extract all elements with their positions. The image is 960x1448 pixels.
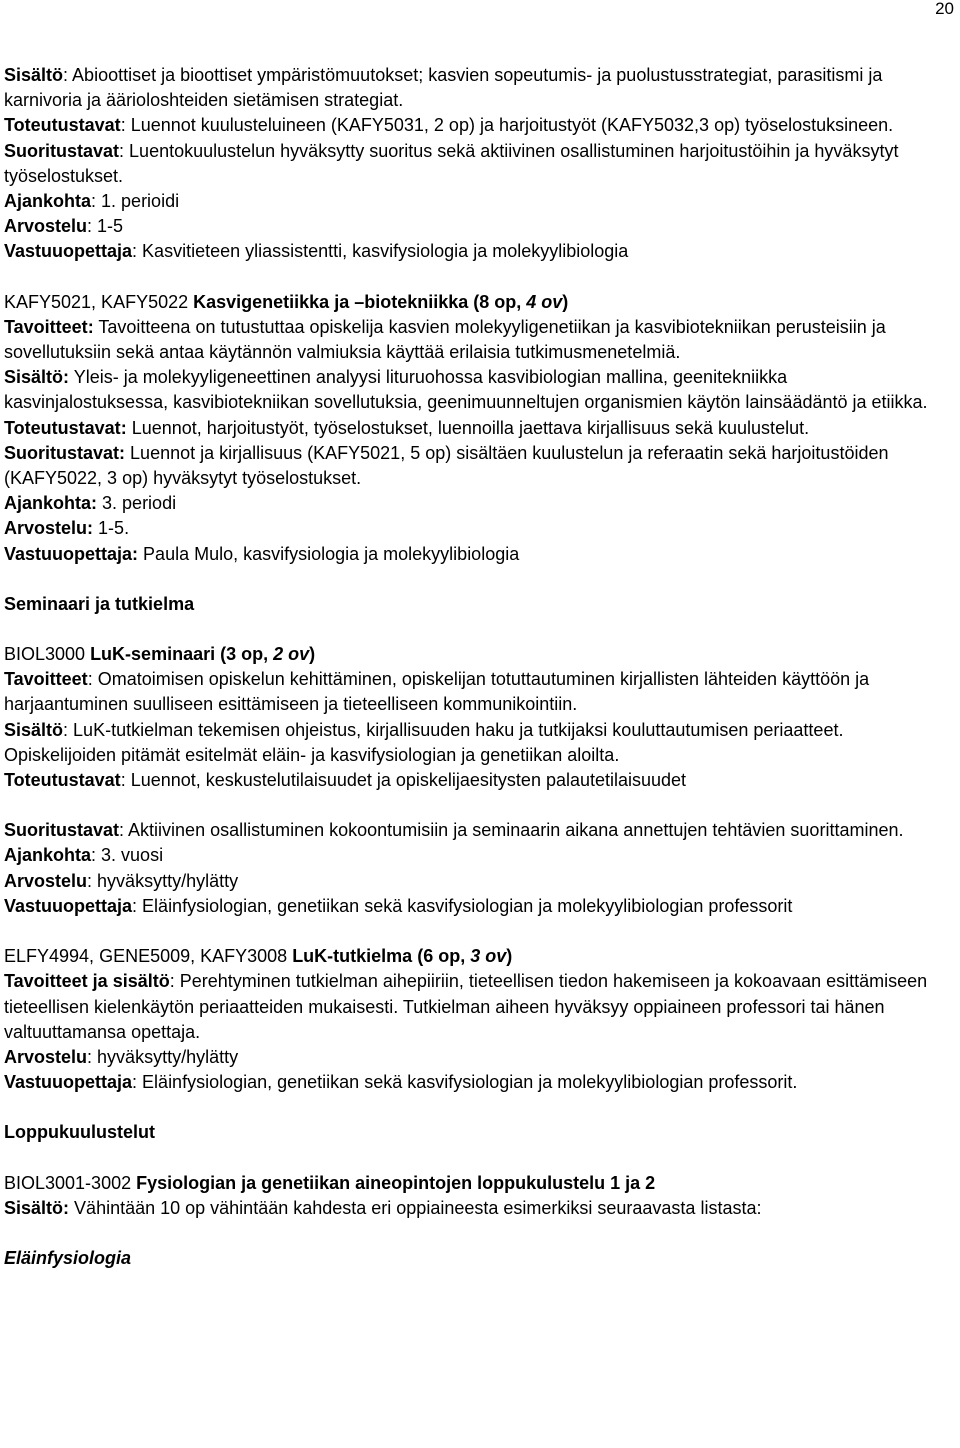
field-suoritustavat: Suoritustavat: Luentokuulustelun hyväksytty suoritus sekä aktiivinen osallistuminen harjoitustöihin ja hyväksytyt työselostukset. (4, 140, 899, 186)
field-toteutustavat: Toteutustavat: Luennot kuulusteluineen (KAFY5031, 2 op) ja harjoitustyöt (KAFY5032,3 op) työselostuksineen. (4, 115, 894, 136)
field-sisalto: Sisältö: Abioottiset ja bioottiset ympäristömuutokset; kasvien sopeutumis- ja puolustusstrategiat, parasitismi ja karnivoria ja äärioloshteiden sietämisen strategiat. (4, 65, 883, 111)
field-label: Arvostelu (4, 216, 88, 237)
field-label: Ajankohta (4, 191, 92, 212)
field-label: Tavoitteet (4, 669, 88, 690)
section-heading-text: Loppukuulustelut (4, 1122, 155, 1143)
field-label: Ajankohta (4, 493, 92, 514)
field-value: Luennot kuulusteluineen (KAFY5031, 2 op) ja harjoitustyöt (KAFY5032,3 op) työselostuksineen. (130, 115, 894, 136)
course-codes: ELFY4994, GENE5009, KAFY3008 (4, 946, 293, 967)
field-ajankohta: Ajankohta: 3. vuosi (4, 845, 164, 866)
field-tavoitteet: Tavoitteet: Omatoimisen opiskelun kehittäminen, opiskelijan totuttautuminen kirjallisten lähteiden käyttöön ja harjaantuminen suulliseen esittämiseen ja tieteelliseen kommunikointiin. (4, 669, 870, 715)
field-value: 1-5. (98, 518, 130, 539)
field-label: Vastuuopettaja (4, 895, 133, 916)
field-label: Arvostelu (4, 870, 88, 891)
field-vastuuopettaja: Vastuuopettaja: Paula Mulo, kasvifysiologia ja molekyylibiologia (4, 543, 520, 564)
field-vastuuopettaja: Vastuuopettaja: Eläinfysiologian, genetiikan sekä kasvifysiologian ja molekyylibiologian professorit. (4, 1072, 798, 1093)
field-arvostelu: Arvostelu: hyväksytty/hylätty (4, 1046, 239, 1067)
field-label: Toteutustavat (4, 115, 121, 136)
course-title: Fysiologian ja genetiikan aineopintojen loppukulustelu 1 ja 2 (136, 1172, 656, 1193)
course-title-text: LuK-seminaari (3 op, (90, 644, 274, 665)
field-toteutustavat: Toteutustavat: Luennot, harjoitustyöt, työselostukset, luennoilla jaettava kirjallisuus sekä kuulustelut. (4, 417, 810, 438)
field-label: Toteutustavat (4, 770, 121, 791)
course-title-text: Kasvigenetiikka ja –biotekniikka (8 op, (193, 291, 527, 312)
field-tavoitteet: Tavoitteet: Tavoitteena on tutustuttaa opiskelija kasvien molekyyligenetiikan ja kasvibiotekniikan perusteisiin ja sovellutuksiin sekä antaa käytännön valmiuksia käyttää erilaisia tutkimusmenetelmiä. (4, 316, 886, 363)
field-ajankohta: Ajankohta: 1. perioidi (4, 191, 180, 212)
field-toteutustavat: Toteutustavat: Luennot, keskustelutilaisuudet ja opiskelijaesitysten palautetilaisuudet (4, 770, 687, 791)
field-value: Perehtyminen tutkielman aihepiiriin, tieteellisen tiedon hakemiseen ja kokoavaan esittämiseen tieteellisen kielenkäytön periaatteiden mukaisesti. Tutkielman aiheen hyväksyy oppiaineen professori tai hänen valtuuttamansa opettaja. (4, 971, 928, 1042)
course-title-close: ) (309, 644, 316, 665)
field-label: Ajankohta (4, 845, 92, 866)
subsection-heading (4, 1246, 956, 1271)
field-value: Luentokuulustelun hyväksytty suoritus sekä aktiivinen osallistuminen harjoitustöihin ja hyväksytyt työselostukset. (4, 140, 899, 186)
field-value: LuK-tutkielman tekemisen ohjeistus, kirjallisuuden haku ja tutkijaksi kouluttautumisen periaatteet. Opiskelijoiden pitämät esitelmät eläin- ja kasvifysiologian ja genetiikan aloilta. (4, 719, 844, 765)
field-value: Vähintään 10 op vähintään kahdesta eri oppiaineesta esimerkiksi seuraavasta listasta: (74, 1197, 762, 1218)
field-arvostelu: Arvostelu: 1-5. (4, 518, 130, 539)
course-title-close: ) (562, 291, 569, 312)
field-label: Vastuuopettaja (4, 241, 133, 262)
field-value: Paula Mulo, kasvifysiologia ja molekyylibiologia (143, 543, 520, 564)
field-label: Sisältö (4, 1197, 64, 1218)
course-heading (4, 1171, 956, 1196)
field-sisalto: Sisältö: LuK-tutkielman tekemisen ohjeistus, kirjallisuuden haku ja tutkijaksi kouluttautumisen periaatteet. Opiskelijoiden pitämät esitelmät eläin- ja kasvifysiologian ja genetiikan aloilta. (4, 719, 844, 765)
field-value: 3. periodi (102, 493, 177, 514)
field-tavoitteet-ja-sisalto: Tavoitteet ja sisältö: Perehtyminen tutkielman aihepiiriin, tieteellisen tiedon hakemiseen ja kokoavaan esittämiseen tieteellisen kielenkäytön periaatteiden mukaisesti. Tutkielman aiheen hyväksyy oppiaineen professori tai hänen valtuuttamansa opettaja. (4, 971, 928, 1042)
field-vastuuopettaja: Vastuuopettaja: Kasvitieteen yliassistentti, kasvifysiologia ja molekyylibiologia (4, 241, 629, 262)
field-value: hyväksytty/hylätty (97, 870, 239, 891)
field-label: Tavoitteet ja sisältö (4, 971, 170, 992)
course-codes: BIOL3001-3002 (4, 1172, 137, 1193)
field-suoritustavat: Suoritustavat: Aktiivinen osallistuminen kokoontumisiin ja seminaarin aikana annettujen tehtävien suorittaminen. (4, 820, 904, 841)
field-label: Suoritustavat (4, 442, 120, 463)
course-heading (4, 290, 956, 315)
field-value: Aktiivinen osallistuminen kokoontumisiin ja seminaarin aikana annettujen tehtävien suorittaminen. (128, 820, 904, 841)
field-label: Suoritustavat (4, 140, 120, 161)
field-label: Vastuuopettaja (4, 1072, 133, 1093)
course-codes: BIOL3000 (4, 644, 91, 665)
course-ov: 3 ov (470, 946, 507, 967)
field-label: Vastuuopettaja (4, 543, 133, 564)
field-value: hyväksytty/hylätty (97, 1046, 239, 1067)
course-title (193, 292, 568, 312)
field-vastuuopettaja: Vastuuopettaja: Eläinfysiologian, genetiikan sekä kasvifysiologian ja molekyylibiologian professorit (4, 895, 793, 916)
field-suoritustavat: Suoritustavat: Luennot ja kirjallisuus (KAFY5021, 5 op) sisältäen kuulustelun ja referaatin sekä harjoitustöiden (KAFY5022, 3 op) hyväksytyt työselostukset. (4, 442, 889, 489)
course-title (90, 644, 315, 664)
section-heading (4, 1120, 956, 1145)
course-ov: 4 ov (526, 291, 563, 312)
field-value: 1. perioidi (101, 191, 180, 212)
document-body (4, 63, 956, 1271)
field-value: Luennot ja kirjallisuus (KAFY5021, 5 op) sisältäen kuulustelun ja referaatin sekä harjoitustöiden (KAFY5022, 3 op) hyväksytyt työselostukset. (4, 442, 889, 489)
field-value: Yleis- ja molekyyligeneettinen analyysi lituruohossa kasvibiologian mallina, geenitekniikka kasvinjalostuksessa, kasvibiotekniikan sovellutuksia, geenimuunneltujen organismien käytön lainsäädäntö ja etiikka. (4, 367, 928, 413)
subsection-heading-text: Eläinfysiologia (4, 1247, 132, 1268)
field-ajankohta: Ajankohta: 3. periodi (4, 493, 177, 514)
field-label: Sisältö (4, 65, 64, 85)
field-value: Abioottiset ja bioottiset ympäristömuutokset; kasvien sopeutumis- ja puolustusstrategiat, parasitismi ja karnivoria ja äärioloshteiden sietämisen strategiat. (4, 65, 883, 111)
field-label: Arvostelu (4, 1046, 88, 1067)
field-label: Arvostelu (4, 518, 88, 539)
field-label: Toteutustavat (4, 417, 121, 438)
field-value: Tavoitteena on tutustuttaa opiskelija kasvien molekyyligenetiikan ja kasvibiotekniikan perusteisiin ja sovellutuksiin sekä antaa käytännön valmiuksia käyttää erilaisia tutkimusmenetelmiä. (4, 316, 886, 363)
course-title-close: ) (506, 946, 513, 967)
field-label: Tavoitteet (4, 316, 88, 337)
course-heading (4, 944, 956, 969)
course-title-text: LuK-tutkielma (6 op, (292, 946, 471, 967)
course-codes: KAFY5021, KAFY5022 (4, 291, 194, 312)
section-heading (4, 592, 956, 617)
field-value: Eläinfysiologian, genetiikan sekä kasvifysiologian ja molekyylibiologian professorit. (142, 1072, 798, 1093)
field-value: 3. vuosi (101, 845, 164, 866)
field-label: Suoritustavat (4, 820, 120, 841)
field-sisalto: Sisältö: Vähintään 10 op vähintään kahdesta eri oppiaineesta esimerkiksi seuraavasta listasta: (4, 1197, 762, 1218)
field-value: Luennot, keskustelutilaisuudet ja opiskelijaesitysten palautetilaisuudet (130, 770, 687, 791)
field-value: 1-5 (97, 216, 124, 237)
course-title (292, 946, 512, 966)
field-value: Kasvitieteen yliassistentti, kasvifysiologia ja molekyylibiologia (142, 241, 629, 262)
field-label: Sisältö (4, 367, 64, 388)
field-arvostelu: Arvostelu: 1-5 (4, 216, 124, 237)
course-ov: 2 ov (273, 644, 310, 665)
page-number: 20 (935, 0, 954, 18)
field-label: Sisältö (4, 719, 64, 740)
section-heading-text: Seminaari ja tutkielma (4, 593, 195, 614)
field-arvostelu: Arvostelu: hyväksytty/hylätty (4, 870, 239, 891)
field-value: Eläinfysiologian, genetiikan sekä kasvifysiologian ja molekyylibiologian professorit (142, 895, 793, 916)
course-heading (4, 642, 956, 667)
field-value: Luennot, harjoitustyöt, työselostukset, luennoilla jaettava kirjallisuus sekä kuulustelut. (131, 417, 810, 438)
field-value: Omatoimisen opiskelun kehittäminen, opiskelijan totuttautuminen kirjallisten lähteiden käyttöön ja harjaantuminen suulliseen esittämiseen ja tieteelliseen kommunikointiin. (4, 669, 870, 715)
field-sisalto: Sisältö: Yleis- ja molekyyligeneettinen analyysi lituruohossa kasvibiologian mallina, geenitekniikka kasvinjalostuksessa, kasvibiotekniikan sovellutuksia, geenimuunneltujen organismien käytön lainsäädäntö ja etiikka. (4, 367, 928, 413)
